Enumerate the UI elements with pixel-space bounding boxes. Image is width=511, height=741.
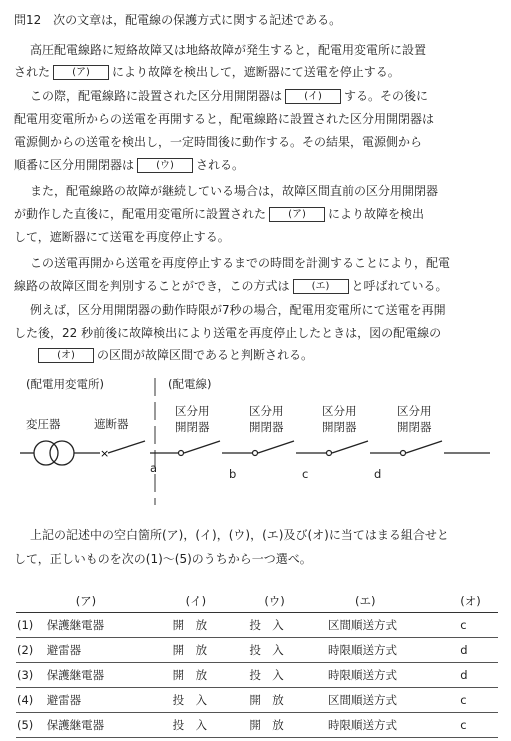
p5-line-3 <box>14 347 313 363</box>
switch-1-blade <box>184 441 220 453</box>
p2-line-1 <box>30 88 428 104</box>
table-header-row <box>16 590 498 613</box>
section-d-label: d <box>374 467 382 481</box>
p3-text-c: により故障を検出 <box>328 207 425 221</box>
p2-text-e: 順番に区分用開閉器は <box>14 158 135 172</box>
switch-2-blade <box>258 441 294 453</box>
p3-text-b: が動作した直後に，配電用変電所に設置された <box>14 207 267 221</box>
breaker-label: 遮断器 <box>94 417 129 431</box>
p1-line-2 <box>14 64 400 80</box>
blank-u-box: (ウ) <box>137 158 193 173</box>
option-row-4[interactable]: (4) 避雷器 投 入 開 放 区間順送方式 c <box>16 688 498 713</box>
header-e: (エ) <box>354 594 376 608</box>
p2-line-2: 配電用変電所からの送電を再開すると，配電線路に設置された区分用開閉器は <box>14 112 435 126</box>
p2-text-f: される。 <box>196 158 245 172</box>
blank-a-box: (ア) <box>53 65 109 80</box>
question-number: 問12 <box>14 13 42 27</box>
question-lead: 次の文章は，配電線の保護方式に関する記述である。 <box>53 13 342 27</box>
p2-text-b: する。その後に <box>344 89 429 103</box>
p3-line-1: また，配電線路の故障が継続している場合は，故障区間直前の区分用開閉器 <box>30 184 439 198</box>
p3-line-3: して，遮断器にて送電を再度停止する。 <box>14 230 230 244</box>
p2-line-4 <box>14 157 244 173</box>
switch-3-label-top: 区分用 <box>322 404 357 418</box>
section-c-label: c <box>302 467 309 481</box>
switch-1-label-top: 区分用 <box>175 404 210 418</box>
blank-a-box-2: (ア) <box>269 207 325 222</box>
instruction-line-2: して，正しいものを次の(1)～(5)のうちから一つ選べ。 <box>14 552 312 566</box>
p2-line-3: 電源側からの送電を検出し，一定時間後に動作する。その結果，電源側から <box>14 135 423 149</box>
header-o: (オ) <box>460 594 481 608</box>
p4-line-1: この送電再開から送電を再度停止するまでの時間を計測することにより，配電 <box>30 256 451 270</box>
section-b-label: b <box>229 467 237 481</box>
question-lead-line <box>14 12 341 28</box>
switch-1-label-bottom: 開閉器 <box>175 420 210 434</box>
switch-2-contact <box>253 451 258 456</box>
blank-i-box: (イ) <box>285 89 341 104</box>
transformer-coil-1 <box>34 441 58 465</box>
switch-4-label-top: 区分用 <box>397 404 432 418</box>
switch-2-label-bottom: 開閉器 <box>249 420 284 434</box>
option-row-3[interactable]: (3) 保護継電器 開 放 投 入 時限順送方式 d <box>16 663 498 688</box>
breaker-cross-icon: × <box>100 447 110 460</box>
blank-o-box: (オ) <box>38 348 94 363</box>
switch-4-contact <box>401 451 406 456</box>
switch-1-contact <box>179 451 184 456</box>
switch-3-label-bottom: 開閉器 <box>322 420 357 434</box>
p1-text-b: された <box>14 65 51 79</box>
line-label: (配電線) <box>168 377 212 391</box>
option-row-2[interactable]: (2) 避雷器 開 放 投 入 時限順送方式 d <box>16 638 498 663</box>
p5-line-1: 例えば，区分用開閉器の動作時限が7秒の場合，配電用変電所にて送電を再開 <box>30 303 446 317</box>
p4-text-b: 線路の故障区間を判別することができ，この方式は <box>14 279 290 293</box>
switch-3-blade <box>332 441 368 453</box>
transformer-label: 変圧器 <box>26 417 61 431</box>
header-u: (ウ) <box>264 594 285 608</box>
switch-4-blade <box>406 441 442 453</box>
option-row-1[interactable]: (1) 保護継電器 開 放 投 入 区間順送方式 c <box>16 613 498 638</box>
switch-4-label-bottom: 開閉器 <box>397 420 432 434</box>
p4-text-c: と呼ばれている。 <box>351 279 448 293</box>
p3-line-2 <box>14 206 424 222</box>
p5-line-2: した後，22 秒前後に故障検出により送電を再度停止したときは，図の配電線の <box>14 326 442 340</box>
instruction-line-1: 上記の記述中の空白箇所(ア)，(イ)，(ウ)，(エ)及び(オ)に当てはまる組合せと <box>30 528 449 542</box>
p1-text-c: により故障を検出して，遮断器にて送電を停止する。 <box>112 65 400 79</box>
answer-options-table <box>16 590 498 738</box>
switch-2-label-top: 区分用 <box>249 404 284 418</box>
distribution-line-diagram <box>0 370 511 515</box>
p1-line-1: 高圧配電線路に短絡故障又は地絡故障が発生すると，配電用変電所に設置 <box>30 43 427 57</box>
transformer-coil-2 <box>50 441 74 465</box>
header-i: (イ) <box>185 594 207 608</box>
section-a-label: a <box>150 461 158 475</box>
header-a: (ア) <box>75 594 97 608</box>
option-row-5[interactable]: (5) 保護継電器 投 入 開 放 時限順送方式 c <box>16 713 498 738</box>
switch-3-contact <box>327 451 332 456</box>
p4-line-2 <box>14 278 448 294</box>
p5-text-c: の区間が故障区間であると判断される。 <box>97 348 314 362</box>
substation-label: (配電用変電所) <box>26 377 104 391</box>
blank-e-box: (エ) <box>293 279 349 294</box>
breaker-blade <box>108 441 145 453</box>
p2-text-a: この際，配電線路に設置された区分用開閉器は <box>30 89 283 103</box>
